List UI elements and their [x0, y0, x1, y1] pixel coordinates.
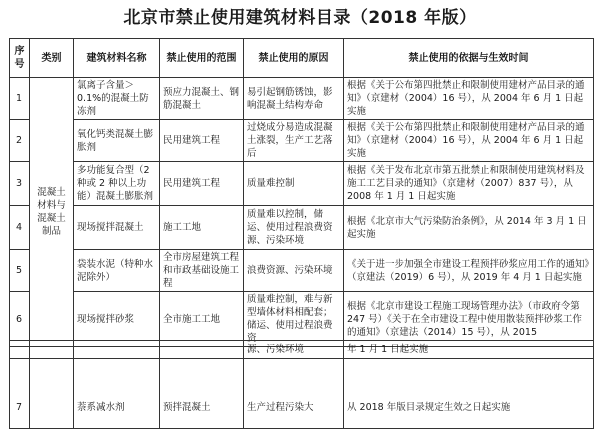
- empty-cell: [10, 341, 30, 359]
- reason: 质量难控制: [244, 162, 344, 206]
- scope: 全市施工工地: [160, 292, 244, 347]
- scope: 预拌混凝土: [160, 359, 244, 429]
- material-name: 氯离子含量＞0.1%的混凝土防冻剂: [74, 78, 160, 120]
- materials-table: [9, 38, 594, 347]
- basis-continued: 年 1 月 1 日起实施: [344, 341, 594, 359]
- reason: 质量难以控制，储运、使用过程浪费资源、污染环境: [244, 206, 344, 250]
- table-row: [10, 120, 594, 162]
- reason-continued: 源、污染环境: [244, 341, 344, 359]
- row-number: 4: [10, 206, 30, 250]
- header-scope: 禁止使用的范围: [160, 39, 244, 78]
- row-number: 6: [10, 292, 30, 347]
- table-row: [10, 250, 594, 292]
- materials-table-continued: [9, 340, 594, 429]
- table-row: [10, 162, 594, 206]
- category-cell-empty: [30, 359, 74, 429]
- basis: 根据《关于公布第四批禁止和限制使用建材产品目录的通知》（京建材（2004）16 号），从 2004 年 6 月 1 日起实施: [344, 120, 594, 162]
- material-name: 多功能复合型（2 种或 2 种以上功能）混凝土膨胀剂: [74, 162, 160, 206]
- empty-cell: [30, 341, 74, 359]
- empty-cell: [160, 341, 244, 359]
- empty-cell: [74, 341, 160, 359]
- basis: 从 2018 年版目录规定生效之日起实施: [344, 359, 594, 429]
- row-number: 1: [10, 78, 30, 120]
- table-row: [10, 206, 594, 250]
- material-name: 萘系减水剂: [74, 359, 160, 429]
- table-header-row: [10, 39, 594, 78]
- reason: 生产过程污染大: [244, 359, 344, 429]
- scope: 全市房屋建筑工程和市政基础设施工程: [160, 250, 244, 292]
- reason: 浪费资源、污染环境: [244, 250, 344, 292]
- scope: 施工工地: [160, 206, 244, 250]
- page-title: 北京市禁止使用建筑材料目录（2018 年版）: [123, 8, 477, 28]
- material-name: 现场搅拌砂浆: [74, 292, 160, 347]
- scope: 民用建筑工程: [160, 162, 244, 206]
- material-name: 氧化钙类混凝土膨胀剂: [74, 120, 160, 162]
- row-number: 7: [10, 359, 30, 429]
- row-number: 2: [10, 120, 30, 162]
- header-reason: 禁止使用的原因: [244, 39, 344, 78]
- basis: 根据《关于发布北京市第五批禁止和限制使用建筑材料及施工工艺目录的通知》（京建材（2007）837 号），从 2008 年 1 月 1 日起实施: [344, 162, 594, 206]
- reason: 质量难控制，难与新型墙体材料相配套；储运、使用过程浪费资: [244, 292, 344, 347]
- reason: 易引起钢筋锈蚀，影响混凝土结构寿命: [244, 78, 344, 120]
- category-cell: 混凝土材料与混凝土制品: [30, 78, 74, 347]
- basis: 《关于进一步加强全市建设工程预拌砂浆应用工作的通知》（京建法（2019）6 号），从 2019 年 4 月 1 日起实施: [344, 250, 594, 292]
- basis: 根据《北京市大气污染防治条例》，从 2014 年 3 月 1 日起实施: [344, 206, 594, 250]
- row-number: 5: [10, 250, 30, 292]
- row-number: 3: [10, 162, 30, 206]
- header-basis: 禁止使用的依据与生效时间: [344, 39, 594, 78]
- header-seq: 序号: [10, 39, 30, 78]
- basis: 根据《关于公布第四批禁止和限制使用建材产品目录的通知》（京建材（2004）16 号），从 2004 年 6 月 1 日起实施: [344, 78, 594, 120]
- header-category: 类别: [30, 39, 74, 78]
- table-row: [10, 359, 594, 429]
- basis: 根据《北京市建设工程施工现场管理办法》（市政府令第 247 号）《关于在全市建设工程中使用散装预拌砂浆工作的通知》（京建法（2014）15 号），从 2015: [344, 292, 594, 347]
- scope: 预应力混凝土、钢筋混凝土: [160, 78, 244, 120]
- scope: 民用建筑工程: [160, 120, 244, 162]
- continuation-row: [10, 341, 594, 359]
- material-name: 现场搅拌混凝土: [74, 206, 160, 250]
- header-material-name: 建筑材料名称: [74, 39, 160, 78]
- table-row: [10, 292, 594, 347]
- table-row: [10, 78, 594, 120]
- reason: 过烧成分易造成混凝土涨裂，生产工艺落后: [244, 120, 344, 162]
- material-name: 袋装水泥（特种水泥除外）: [74, 250, 160, 292]
